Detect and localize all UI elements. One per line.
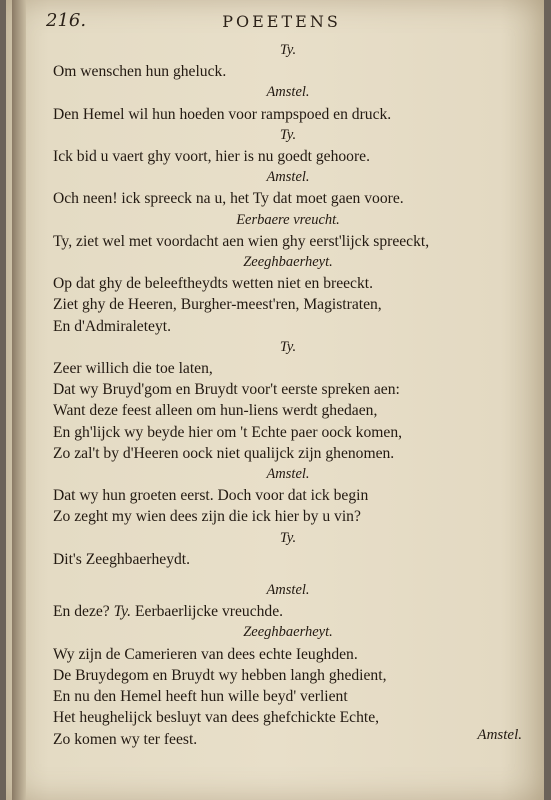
speaker-name: Amstel. — [266, 169, 310, 186]
verse-line: Op dat ghy de beleeftheydts wetten niet en breeckt. — [53, 275, 373, 293]
verse-line: Het heughelijck besluyt van dees ghefchickte Echte, — [53, 709, 380, 727]
speaker-name: Amstel. — [266, 466, 310, 483]
verse-line: Ick bid u vaert ghy voort, hier is nu goedt gehoore. — [53, 148, 370, 166]
verse-line — [53, 601, 523, 622]
verse-line: Dit's Zeeghbaerheydt. — [53, 550, 191, 568]
verse-line: Zo zal't by d'Heeren oock niet qualijck zijn ghenomen. — [53, 444, 395, 462]
speaker-name: Zeeghbaerheyt. — [243, 624, 333, 641]
speaker-name: Eerbaere vreucht. — [236, 211, 340, 228]
verse-line: En d'Admiraleteyt. — [53, 317, 171, 335]
inline-speaker: Ty. — [113, 603, 132, 621]
running-head: POEETENS — [222, 12, 341, 31]
verse-line: Dat wy Bruyd'gom en Bruydt voor't eerste spreken aen: — [53, 381, 400, 399]
verse-line: Zo komen wy ter feest. — [53, 730, 198, 748]
verse-line: En nu den Hemel heeft hun wille beyd' verlient — [53, 688, 348, 706]
page-gutter — [12, 0, 26, 800]
speaker-name: Amstel. — [266, 582, 310, 599]
catchword: Amstel. — [477, 727, 522, 743]
speaker-name: Ty. — [279, 529, 297, 546]
verse-line: Zo zeght my wien dees zijn die ick hier by u vin? — [53, 508, 361, 526]
verse-line: Ty, ziet wel met voordacht aen wien ghy eerst'lijck spreeckt, — [53, 232, 430, 250]
verse-line: De Bruydegom en Bruydt wy hebben langh ghedient, — [53, 666, 387, 684]
verse-line: Om wenschen hun gheluck. — [53, 63, 227, 81]
verse-fragment: Eerbaerlijcke vreuchde. — [131, 603, 284, 621]
verse-line: Dat wy hun groeten eerst. Doch voor dat ick begin — [53, 487, 369, 505]
book-page — [6, 0, 544, 800]
verse-line: Och neen! ick spreeck na u, het Ty dat moet gaen voore. — [53, 190, 404, 208]
verse-line: Zeer willich die toe laten, — [53, 360, 213, 378]
stanza-gap — [53, 570, 523, 580]
verse-line: Ziet ghy de Heeren, Burgher-meest'ren, Magistraten, — [53, 296, 382, 314]
speaker-name: Ty. — [279, 126, 297, 143]
page-number: 216. — [46, 10, 87, 31]
speaker-name: Amstel. — [266, 84, 310, 101]
verse-line: Want deze feest alleen om hun-liens werdt ghedaen, — [53, 402, 378, 420]
verse-line: Wy zijn de Camerieren van dees echte Ieughden. — [53, 645, 358, 663]
speaker-name: Ty. — [279, 338, 297, 355]
speaker-name: Zeeghbaerheyt. — [243, 254, 333, 271]
verse-fragment: En deze? — [53, 603, 114, 621]
verse-line: En gh'lijck wy beyde hier om 't Echte paer oock komen, — [53, 423, 403, 441]
speaker-name: Ty. — [279, 42, 297, 58]
verse-body — [53, 40, 523, 750]
verse-line: Den Hemel wil hun hoeden voor rampspoed en druck. — [53, 105, 392, 123]
